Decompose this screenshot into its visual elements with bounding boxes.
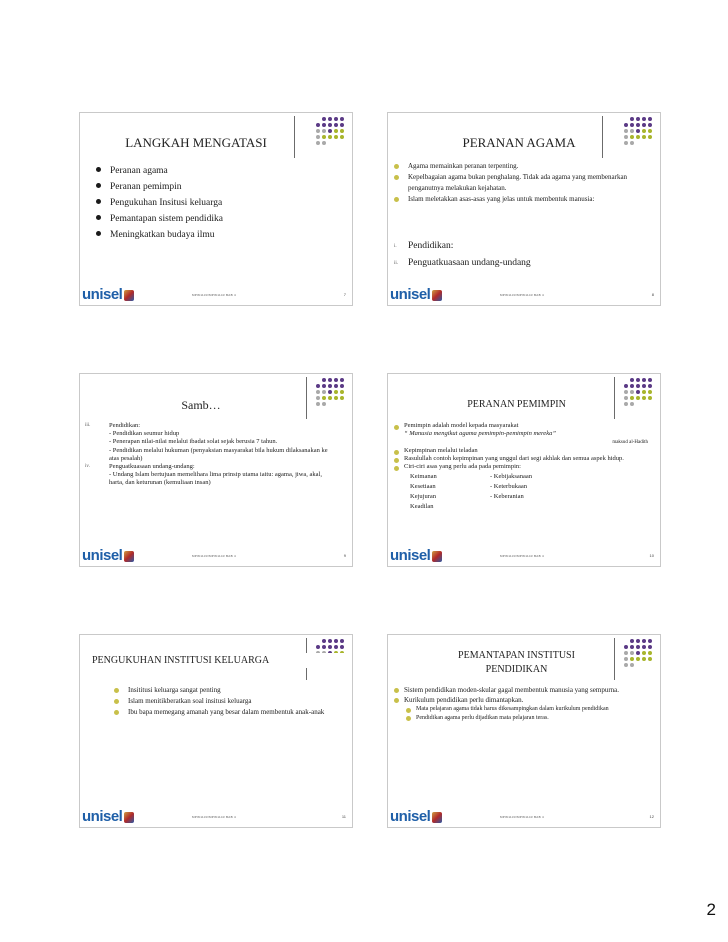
decor-dot — [316, 639, 320, 643]
decor-dot — [328, 123, 332, 127]
slide-number: 8 — [651, 292, 654, 297]
decor-dot — [636, 639, 640, 643]
decor-dot — [316, 645, 320, 649]
decor-dot — [642, 396, 646, 400]
dot-grid-icon — [624, 378, 652, 406]
slide-number: 7 — [343, 292, 346, 297]
decor-dot — [328, 639, 332, 643]
decor-dot — [636, 651, 640, 655]
decor-dot — [636, 396, 640, 400]
sub-list-item: Mata pelajaran agama tidak harus dikesampingkan dalam kurikulum pendidikan — [392, 705, 642, 714]
decor-dot — [648, 402, 652, 406]
decor-dot — [322, 378, 326, 382]
decor-dot — [642, 402, 646, 406]
decor-dot — [636, 141, 640, 145]
decor-dot — [334, 141, 338, 145]
list-item: Ciri-ciri asas yang perlu ada pada pemimpin: — [392, 463, 648, 471]
roman-marker: iv. — [85, 464, 90, 470]
decor-dot — [322, 384, 326, 388]
decor-dot — [630, 663, 634, 667]
decor-dot — [648, 645, 652, 649]
decor-dot — [642, 651, 646, 655]
slide-footer — [390, 803, 654, 825]
page-number: 2 — [706, 900, 716, 919]
decor-dot — [340, 141, 344, 145]
decor-dot — [642, 129, 646, 133]
bullet-icon — [96, 167, 101, 172]
bullet-icon — [394, 688, 399, 693]
slide-7[interactable] — [79, 112, 353, 306]
bullet-icon — [394, 698, 399, 703]
decor-dot — [316, 402, 320, 406]
decor-dot — [630, 141, 634, 145]
decor-dot — [624, 663, 628, 667]
slide-10[interactable] — [387, 373, 661, 567]
decor-dot — [636, 657, 640, 661]
decor-dot — [316, 123, 320, 127]
decor-dot — [340, 129, 344, 133]
decor-dot — [630, 123, 634, 127]
footer-course: MPW1133/MPW1143 BAB 4 — [191, 293, 237, 297]
decor-dot — [630, 117, 634, 121]
decor-dot — [322, 396, 326, 400]
sub-list — [392, 238, 531, 272]
sub-list-item: Pendidikan agama perlu dijadikan mata pelajaran teras. — [392, 714, 642, 723]
decor-dot — [624, 141, 628, 145]
bullet-icon — [114, 710, 119, 715]
decor-dot — [630, 135, 634, 139]
numbered-item: iii. Pendidikan: - Pendidikan seumur hidup - Penerapan nilai-nilai melalui ibadat solat sejak berusia 7 tahun. - Pendidikan melalui hukuman (penyaksian masyarakat bila hukum dilaksanakan ke atas pesalah) — [85, 422, 328, 462]
bullet-icon — [96, 183, 101, 188]
bullet-list — [112, 685, 332, 718]
trait-item: - Keterbukaan — [490, 482, 527, 490]
decor-dot — [630, 402, 634, 406]
decor-line — [614, 638, 615, 680]
decor-line — [614, 377, 615, 419]
decor-dot — [636, 135, 640, 139]
decor-dot — [334, 117, 338, 121]
decor-dot — [648, 657, 652, 661]
trait-item: Keadilan — [410, 502, 434, 510]
roman-marker: i. — [394, 244, 397, 249]
footer-course: MPW1133/MPW1143 BAB 4 — [499, 815, 545, 819]
decor-dot — [340, 378, 344, 382]
decor-dot — [648, 123, 652, 127]
decor-dot — [328, 402, 332, 406]
bullet-icon — [394, 175, 399, 180]
decor-dot — [648, 639, 652, 643]
slide-9[interactable] — [79, 373, 353, 567]
decor-dot — [636, 384, 640, 388]
decor-dot — [334, 645, 338, 649]
slide-11[interactable] — [79, 634, 353, 828]
decor-dot — [316, 129, 320, 133]
decor-dot — [636, 129, 640, 133]
slide-title: PERANAN PEMIMPIN — [467, 399, 566, 410]
decor-dot — [328, 396, 332, 400]
decor-dot — [624, 384, 628, 388]
decor-dot — [334, 129, 338, 133]
decor-line — [306, 377, 307, 419]
decor-dot — [624, 129, 628, 133]
decor-dot — [648, 384, 652, 388]
sub-item: i. Pendidikan: — [392, 238, 531, 255]
decor-dot — [642, 390, 646, 394]
decor-dot — [648, 129, 652, 133]
bullet-icon — [96, 199, 101, 204]
unisel-logo: unisel — [390, 808, 442, 825]
unisel-logo: unisel — [82, 547, 134, 564]
decor-dot — [648, 141, 652, 145]
slide-title: PERANAN AGAMA — [462, 135, 576, 150]
decor-dot — [340, 645, 344, 649]
decor-dot — [328, 378, 332, 382]
decor-dot — [624, 651, 628, 655]
decor-dot — [630, 390, 634, 394]
decor-dot — [334, 390, 338, 394]
list-item: Peranan pemimpin — [94, 179, 223, 195]
slide-title: LANGKAH MENGATASI — [125, 135, 267, 150]
slide-title: Samb… — [181, 398, 221, 412]
decor-dot — [630, 129, 634, 133]
decor-dot — [322, 639, 326, 643]
bullet-icon — [406, 708, 411, 713]
slide-footer — [390, 542, 654, 564]
list-item: Pemimpin adalah model kepada masyarakat — [392, 422, 648, 430]
decor-dot — [340, 396, 344, 400]
decor-dot — [624, 117, 628, 121]
decor-dot — [642, 384, 646, 388]
decor-dot — [322, 141, 326, 145]
slide-footer — [82, 803, 346, 825]
list-item: Agama memainkan peranan terpenting. — [392, 161, 632, 172]
slide-number: 12 — [649, 814, 654, 819]
dot-grid-icon — [624, 639, 652, 667]
decor-dot — [630, 651, 634, 655]
slide-footer — [390, 281, 654, 303]
decor-dot — [340, 390, 344, 394]
decor-dot — [340, 639, 344, 643]
decor-dot — [322, 402, 326, 406]
decor-dot — [636, 402, 640, 406]
decor-dot — [340, 123, 344, 127]
decor-dot — [334, 135, 338, 139]
unisel-logo: unisel — [82, 286, 134, 303]
decor-dot — [334, 396, 338, 400]
slide-footer — [82, 281, 346, 303]
hadith-quote: “ Manusia mengikut agama pemimpin-pemimpin mereka” — [404, 430, 556, 438]
list-item: Pengukuhan Insitusi keluarga — [94, 195, 223, 211]
decor-dot — [328, 135, 332, 139]
decor-dot — [636, 645, 640, 649]
trait-item: Kejujuran — [410, 492, 436, 500]
decor-dot — [648, 396, 652, 400]
decor-dot — [630, 645, 634, 649]
decor-dot — [322, 135, 326, 139]
decor-dot — [334, 639, 338, 643]
content-block — [83, 422, 338, 488]
decor-dot — [322, 117, 326, 121]
slide-title: PENGUKUHAN INSTITUSI KELUARGA — [88, 653, 344, 668]
bullet-icon — [406, 716, 411, 721]
decor-dot — [316, 390, 320, 394]
decor-dot — [648, 378, 652, 382]
roman-marker: iii. — [85, 423, 91, 428]
decor-dot — [340, 117, 344, 121]
decor-dot — [630, 396, 634, 400]
decor-dot — [642, 645, 646, 649]
decor-dot — [648, 117, 652, 121]
footer-course: MPW1133/MPW1143 BAB 4 — [499, 554, 545, 558]
decor-dot — [624, 396, 628, 400]
content-block — [392, 422, 648, 512]
list-item: Islam meletakkan asas-asas yang jelas untuk membentuk manusia: — [392, 194, 632, 205]
list-item: Kepimpinan melalui teladan — [392, 447, 648, 455]
decor-dot — [340, 135, 344, 139]
list-item: Ibu bapa memegang amanah yang besar dalam membentuk anak-anak — [112, 707, 332, 718]
decor-dot — [630, 657, 634, 661]
bullet-icon — [114, 699, 119, 704]
bullet-icon — [394, 466, 399, 471]
footer-course: MPW1133/MPW1143 BAB 4 — [499, 293, 545, 297]
decor-dot — [316, 135, 320, 139]
decor-dot — [624, 390, 628, 394]
decor-dot — [322, 129, 326, 133]
decor-dot — [340, 384, 344, 388]
decor-dot — [328, 384, 332, 388]
list-item: Islam menitikberatkan soal insitusi keluarga — [112, 696, 332, 707]
list-item: Meningkatkan budaya ilmu — [94, 227, 223, 243]
decor-dot — [334, 378, 338, 382]
trait-item: - Kebijaksanaan — [490, 472, 533, 480]
decor-dot — [328, 141, 332, 145]
footer-course: MPW1133/MPW1143 BAB 4 — [191, 554, 237, 558]
slide-number: 11 — [341, 814, 346, 819]
decor-dot — [630, 639, 634, 643]
decor-dot — [636, 117, 640, 121]
list-item: Kurikulum pendidikan perlu dimantapkan. — [392, 695, 642, 705]
bullet-list — [94, 163, 223, 243]
bullet-icon — [96, 215, 101, 220]
decor-dot — [630, 384, 634, 388]
dot-grid-icon — [316, 117, 344, 145]
numbered-item: iv. Penguatkuasaan undang-undang: - Undang Islam bertujuan memelihara lima prinsip utama iaitu: agama, jiwa, akal, harta, dan keturunan (kemuliaan insan) — [85, 463, 322, 487]
slide-number: 9 — [343, 553, 346, 558]
slide-8[interactable] — [387, 112, 661, 306]
slide-number: 10 — [649, 553, 654, 558]
decor-dot — [642, 378, 646, 382]
sub-item: ii. Penguatkuasaan undang-undang — [392, 255, 531, 272]
decor-dot — [636, 378, 640, 382]
bullet-icon — [394, 458, 399, 463]
content-block — [392, 685, 642, 722]
decor-dot — [334, 123, 338, 127]
bullet-icon — [394, 164, 399, 169]
decor-dot — [624, 639, 628, 643]
trait-item: Kesetiaan — [410, 482, 436, 490]
decor-dot — [316, 378, 320, 382]
decor-dot — [648, 663, 652, 667]
unisel-logo: unisel — [390, 286, 442, 303]
decor-dot — [334, 402, 338, 406]
trait-item: - Keberanian — [490, 492, 524, 500]
bullet-icon — [394, 197, 399, 202]
decor-dot — [642, 663, 646, 667]
decor-dot — [322, 390, 326, 394]
decor-dot — [624, 657, 628, 661]
list-item: Rasulullah contoh kepimpinan yang unggul dari segi akhlak dan semua aspek hidup. — [392, 455, 648, 463]
decor-dot — [642, 639, 646, 643]
dot-grid-icon — [624, 117, 652, 145]
roman-marker: ii. — [394, 261, 399, 266]
decor-dot — [334, 384, 338, 388]
decor-dot — [642, 657, 646, 661]
list-item: Pemantapan sistem pendidika — [94, 211, 223, 227]
decor-dot — [642, 135, 646, 139]
decor-dot — [322, 123, 326, 127]
decor-dot — [328, 129, 332, 133]
decor-dot — [624, 645, 628, 649]
list-item: Kepelbagaian agama bukan penghalang. Tidak ada agama yang membenarkan penganutnya melakukan kejahatan. — [392, 172, 632, 194]
list-item: Peranan agama — [94, 163, 223, 179]
decor-dot — [316, 396, 320, 400]
decor-dot — [316, 117, 320, 121]
decor-dot — [636, 390, 640, 394]
decor-dot — [630, 378, 634, 382]
decor-dot — [316, 141, 320, 145]
slide-12[interactable] — [387, 634, 661, 828]
bullet-list — [392, 161, 632, 205]
bullet-icon — [394, 425, 399, 430]
decor-dot — [636, 123, 640, 127]
decor-dot — [648, 651, 652, 655]
unisel-logo: unisel — [82, 808, 134, 825]
decor-dot — [624, 402, 628, 406]
bullet-icon — [96, 231, 101, 236]
decor-dot — [322, 645, 326, 649]
dot-grid-icon — [316, 378, 344, 406]
traits-table — [392, 472, 648, 512]
decor-dot — [642, 141, 646, 145]
list-item: Insititusi keluarga sangat penting — [112, 685, 332, 696]
decor-dot — [636, 663, 640, 667]
decor-dot — [316, 384, 320, 388]
bullet-icon — [394, 450, 399, 455]
slide-footer — [82, 542, 346, 564]
decor-dot — [328, 390, 332, 394]
decor-dot — [624, 378, 628, 382]
quote-source: maksud al-Hadith — [612, 439, 648, 445]
decor-dot — [642, 117, 646, 121]
decor-dot — [642, 123, 646, 127]
trait-item: Keimanan — [410, 472, 437, 480]
decor-dot — [624, 135, 628, 139]
decor-dot — [648, 135, 652, 139]
decor-dot — [624, 123, 628, 127]
decor-dot — [328, 117, 332, 121]
decor-dot — [340, 402, 344, 406]
unisel-logo: unisel — [390, 547, 442, 564]
slide-title: PEMANTAPAN INSTITUSI PENDIDIKAN — [458, 650, 575, 675]
bullet-icon — [114, 688, 119, 693]
decor-line — [294, 116, 295, 158]
footer-course: MPW1133/MPW1143 BAB 4 — [191, 815, 237, 819]
list-item: Sistem pendidikan moden-skular gagal membentuk manusia yang sempurna. — [392, 685, 642, 695]
decor-dot — [328, 645, 332, 649]
decor-dot — [648, 390, 652, 394]
